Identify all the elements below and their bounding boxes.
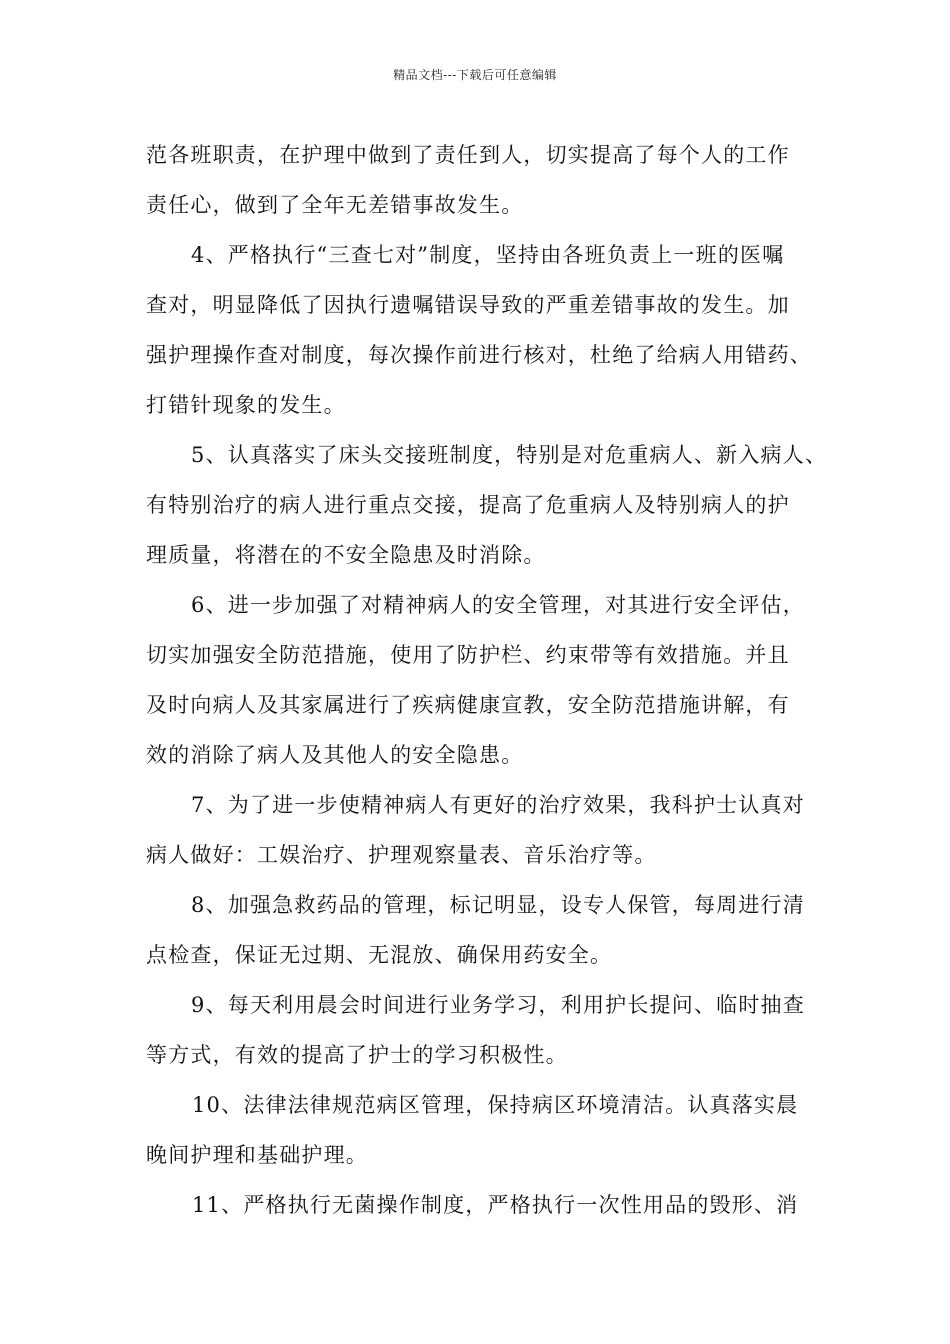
paragraph-start-11: 11、严格执行无菌操作制度，严格执行一次性用品的毁形、消: [192, 1193, 799, 1217]
text-line: 有特别治疗的病人进行重点交接，提高了危重病人及特别病人的护: [146, 493, 790, 517]
page-header: 精品文档---下载后可任意编辑: [393, 68, 557, 82]
text-line: 强护理操作查对制度，每次操作前进行核对，杜绝了给病人用错药、: [146, 343, 812, 367]
paragraph-start-7: 7、为了进一步使精神病人有更好的治疗效果，我科护士认真对: [191, 793, 805, 817]
document-body: [146, 130, 826, 1230]
text-line: 病人做好：工娱治疗、护理观察量表、音乐治疗等。: [146, 843, 657, 867]
paragraph-start-9: 9、每天利用晨会时间进行业务学习，利用护长提问、临时抽查: [191, 993, 805, 1017]
text-line: 打错针现象的发生。: [146, 393, 346, 417]
text-line: 等方式，有效的提高了护士的学习积极性。: [146, 1043, 568, 1067]
text-line: 晚间护理和基础护理。: [146, 1143, 368, 1167]
text-line: 责任心，做到了全年无差错事故发生。: [146, 193, 524, 217]
paragraph-start-10: 10、法律法律规范病区管理，保持病区环境清洁。认真落实晨: [192, 1093, 799, 1117]
paragraph-start-4: 4、严格执行“三查七对”制度，坚持由各班负责上一班的医嘱: [191, 243, 785, 267]
text-line: 查对，明显降低了因执行遗嘱错误导致的严重差错事故的发生。加: [146, 293, 790, 317]
text-line: 切实加强安全防范措施，使用了防护栏、约束带等有效措施。并且: [146, 643, 790, 667]
paragraph-start-6: 6、进一步加强了对精神病人的安全管理，对其进行安全评估，: [191, 593, 805, 617]
text-line: 效的消除了病人及其他人的安全隐患。: [146, 743, 524, 767]
text-line: 范各班职责，在护理中做到了责任到人，切实提高了每个人的工作: [146, 143, 790, 167]
paragraph-start-5: 5、认真落实了床头交接班制度，特别是对危重病人、新入病人、: [191, 443, 828, 467]
text-line: 点检查，保证无过期、无混放、确保用药安全。: [146, 943, 613, 967]
text-line: 理质量，将潜在的不安全隐患及时消除。: [146, 543, 546, 567]
text-line: 及时向病人及其家属进行了疾病健康宣教，安全防范措施讲解，有: [146, 693, 790, 717]
paragraph-start-8: 8、加强急救药品的管理，标记明显，设专人保管，每周进行清: [191, 893, 805, 917]
